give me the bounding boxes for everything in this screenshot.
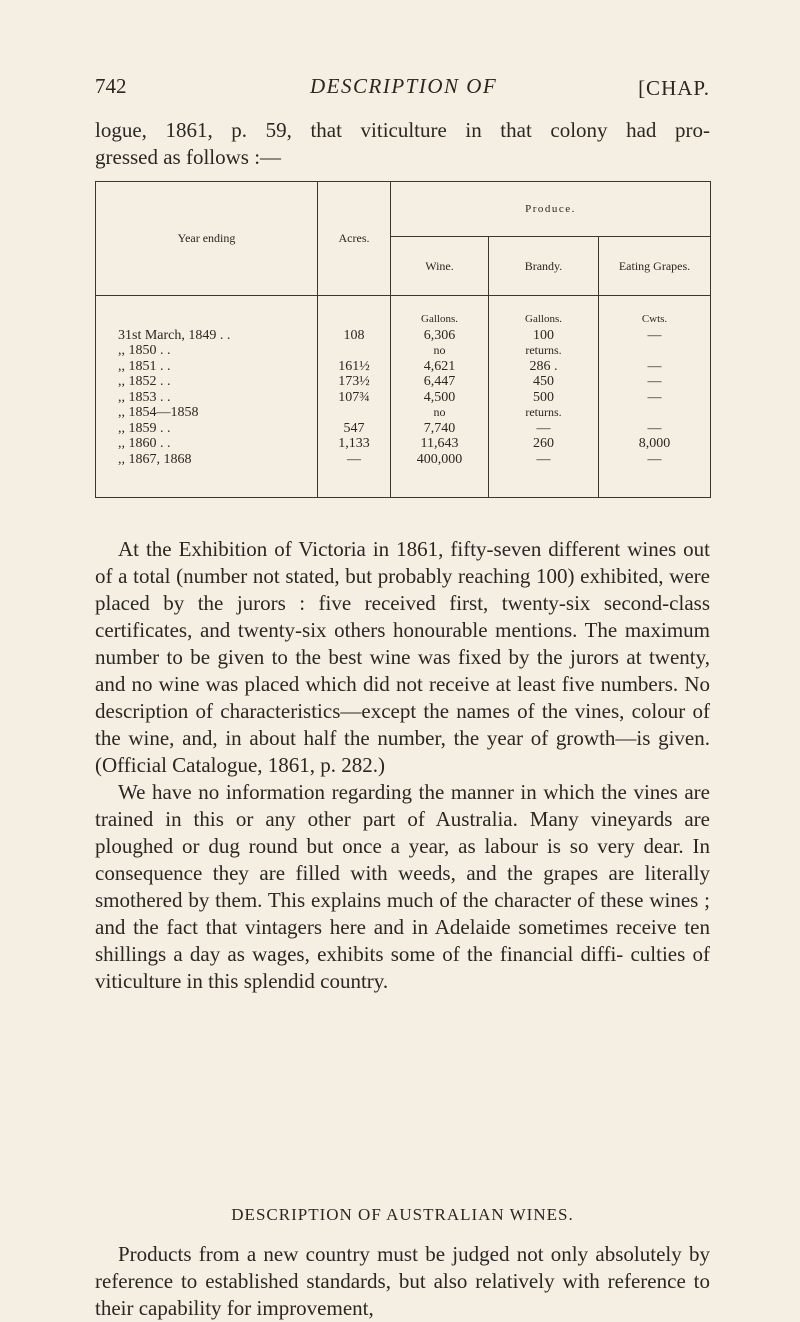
year-cell: ,, 1850 . . [118,343,171,358]
wine-cell: 6,447 [423,374,456,389]
year-cell: ,, 1853 . . [118,389,171,405]
acres-column [318,296,391,498]
header-brandy: Brandy. [489,237,599,296]
header-wine: Wine. [391,237,489,296]
intro-line: gressed as follows :— [95,145,282,169]
header-acres: Acres. [318,182,391,296]
wine-unit: Gallons. [421,313,458,325]
page-number: 742 [95,74,127,98]
grapes-cell: — [647,389,662,405]
grapes-cell: — [647,358,662,374]
acres-cell: 107¾ [338,389,370,405]
grapes-cell: — [647,451,662,467]
viticulture-table [95,181,711,498]
intro-paragraph [95,117,710,171]
year-cell: ,, 1854—1858 [118,405,199,420]
wine-cell: 4,621 [423,358,456,374]
brandy-cell: returns. [525,343,562,357]
wine-column [391,296,489,498]
page-header [95,74,710,114]
grapes-cell: — [647,327,662,343]
wine-cell: 7,740 [423,420,456,436]
running-title: DESCRIPTION OF [310,74,498,98]
exhibition-paragraph: At the Exhibition of Victoria in 1861, fifty-seven different wines out of a total (number not stated, but probably reaching 100) exhibited, were placed by the jurors : five received first, twenty-six second-class certificates, and twenty-six others honourable mentions. The maximum number to be given to the best wine was fixed by the jurors at twenty, and no wine was placed which did not receive at least five numbers. No description of characteristics—except the names of the vines, colour of the wine, and, in about half the number, the year of growth—is given. (Official Catalogue, 1861, p. 282.) [95,537,710,777]
grapes-cell [599,343,710,359]
year-cell: ,, 1852 . . [118,374,171,389]
grapes-cell [599,405,710,421]
year-column [96,296,318,498]
brandy-cell: — [536,451,551,467]
section-heading: DESCRIPTION OF AUSTRALIAN WINES. [231,1205,574,1224]
intro-line: logue, 1861, p. 59, that viticulture in that colony had pro- [95,118,710,142]
wine-cell: 11,643 [420,436,459,451]
wine-cell: 4,500 [423,389,456,405]
grapes-unit: Cwts. [641,313,668,325]
brandy-cell: 450 [533,374,554,389]
brandy-cell: 500 [533,389,554,405]
grapes-column [599,296,711,498]
grapes-cell: — [647,420,662,436]
wine-cell: 6,306 [423,327,456,343]
acres-cell [318,405,390,421]
products-paragraph-block [95,1241,710,1322]
brandy-column [489,296,599,498]
acres-cell [318,343,390,359]
year-cell: ,, 1859 . . [118,420,171,436]
cultivation-paragraph: We have no information regarding the manner in which the vines are trained in this or any other part of Australia. Many vineyards are ploughed or dug round but once a year, as labour is so very dear. In consequence they are filled with weeds, and the grapes are literally smothered by them. This explains much of the character of these wines ; and the fact that vintagers here and in Adelaide sometimes receive ten shillings a day as wages, exhibits some of the financial diffi- culties of viticulture in this splendid country. [95,780,710,993]
header-year-ending: Year ending [96,182,318,296]
brandy-cell: 260 [533,436,554,451]
body-text [95,536,710,995]
wine-cell: 400,000 [416,451,463,467]
wine-cell: no [433,343,446,357]
brandy-cell: 100 [533,327,554,343]
brandy-cell: 286 . [529,358,558,374]
year-cell: ,, 1867, 1868 [118,451,192,467]
acres-cell: 547 [343,420,365,436]
year-cell: ,, 1851 . . [118,358,171,374]
year-cell: ,, 1860 . . [118,436,171,451]
header-produce: Produce. [391,182,711,237]
brandy-cell: returns. [525,405,562,419]
acres-cell: 173½ [338,374,370,389]
brandy-unit: Gallons. [525,313,562,325]
acres-cell: — [347,451,361,467]
year-cell: 31st March, 1849 . . [118,327,231,343]
acres-cell: 1,133 [338,436,370,451]
brandy-cell: — [536,420,551,436]
grapes-cell: — [647,374,662,389]
grapes-cell: 8,000 [638,436,671,451]
acres-cell: 108 [343,327,365,343]
products-paragraph: Products from a new country must be judged not only absolutely by reference to established standards, but also relatively with reference to their capability for improvement, [95,1242,710,1320]
chapter-marker: [CHAP. [638,76,710,100]
wine-cell: no [433,405,446,419]
acres-cell: 161½ [338,358,370,374]
header-eating-grapes: Eating Grapes. [599,237,711,296]
